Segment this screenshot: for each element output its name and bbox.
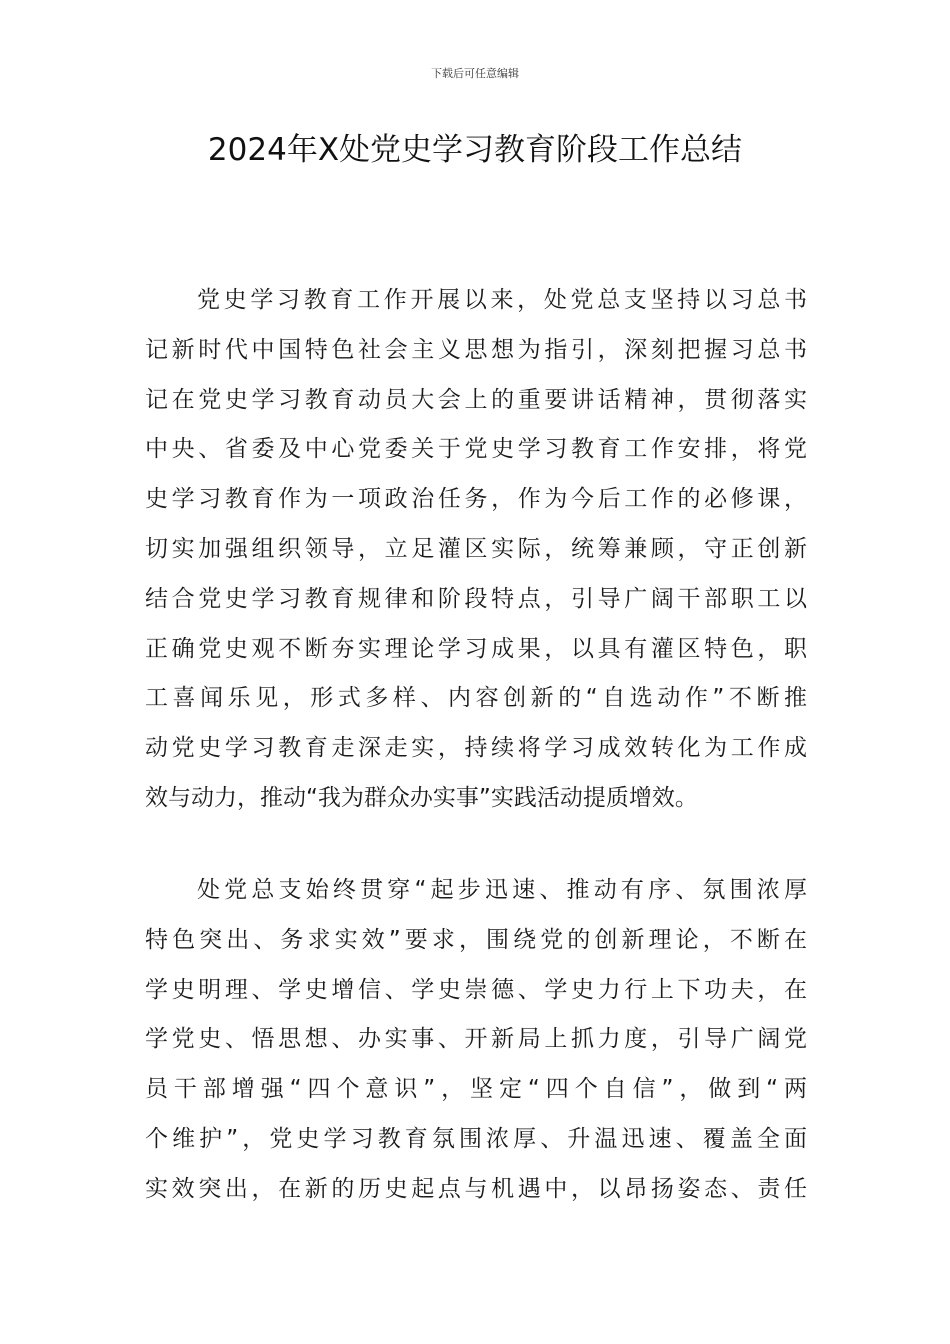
paragraph-line: 动党史学习教育走深走实，持续将学习成效转化为工作成 xyxy=(145,735,807,762)
paragraph-line: 记新时代中国特色社会主义思想为指引，深刻把握习总书 xyxy=(145,336,807,363)
paragraph-line: 记在党史学习教育动员大会上的重要讲话精神，贯彻落实 xyxy=(145,386,807,413)
paragraph-line: 处党总支始终贯穿“起步迅速、推动有序、氛围浓厚 xyxy=(197,877,807,903)
paragraph-line: 党史学习教育工作开展以来，处党总支坚持以习总书 xyxy=(197,287,807,313)
paragraph-line: 结合党史学习教育规律和阶段特点，引导广阔干部职工以 xyxy=(145,585,807,612)
paragraph-line: 中央、省委及中心党委关于党史学习教育工作安排，将党 xyxy=(145,436,807,463)
paragraph-line: 特色突出、务求实效”要求，围绕党的创新理论，不断在 xyxy=(145,926,807,953)
paragraph-line: 效与动力，推动“我为群众办实事”实践活动提质增效。 xyxy=(145,784,698,811)
paragraph-2 xyxy=(145,866,807,1215)
paragraph-line: 工喜闻乐见，形式多样、内容创新的“自选动作”不断推 xyxy=(145,685,807,712)
paragraph-line: 员干部增强“四个意识”，坚定“四个自信”，做到“两 xyxy=(145,1076,807,1103)
paragraph-line: 切实加强组织领导，立足灌区实际，统筹兼顾，守正创新 xyxy=(145,535,807,562)
paragraph-line: 正确党史观不断夯实理论学习成果，以具有灌区特色，职 xyxy=(145,635,807,662)
document-title: 2024年X处党史学习教育阶段工作总结 xyxy=(207,132,743,168)
paragraph-line: 个维护”，党史学习教育氛围浓厚、升温迅速、覆盖全面 xyxy=(145,1125,807,1152)
paragraph-line: 学党史、悟思想、办实事、开新局上抓力度，引导广阔党 xyxy=(145,1026,807,1053)
paragraph-line: 史学习教育作为一项政治任务，作为今后工作的必修课， xyxy=(145,486,807,513)
paragraph-1 xyxy=(145,276,807,824)
paragraph-line: 学史明理、学史增信、学史崇德、学史力行上下功夫，在 xyxy=(145,976,807,1003)
header-note: 下载后可任意编辑 xyxy=(431,67,519,80)
paragraph-line: 实效突出，在新的历史起点与机遇中，以昂扬姿态、责任 xyxy=(145,1175,807,1202)
